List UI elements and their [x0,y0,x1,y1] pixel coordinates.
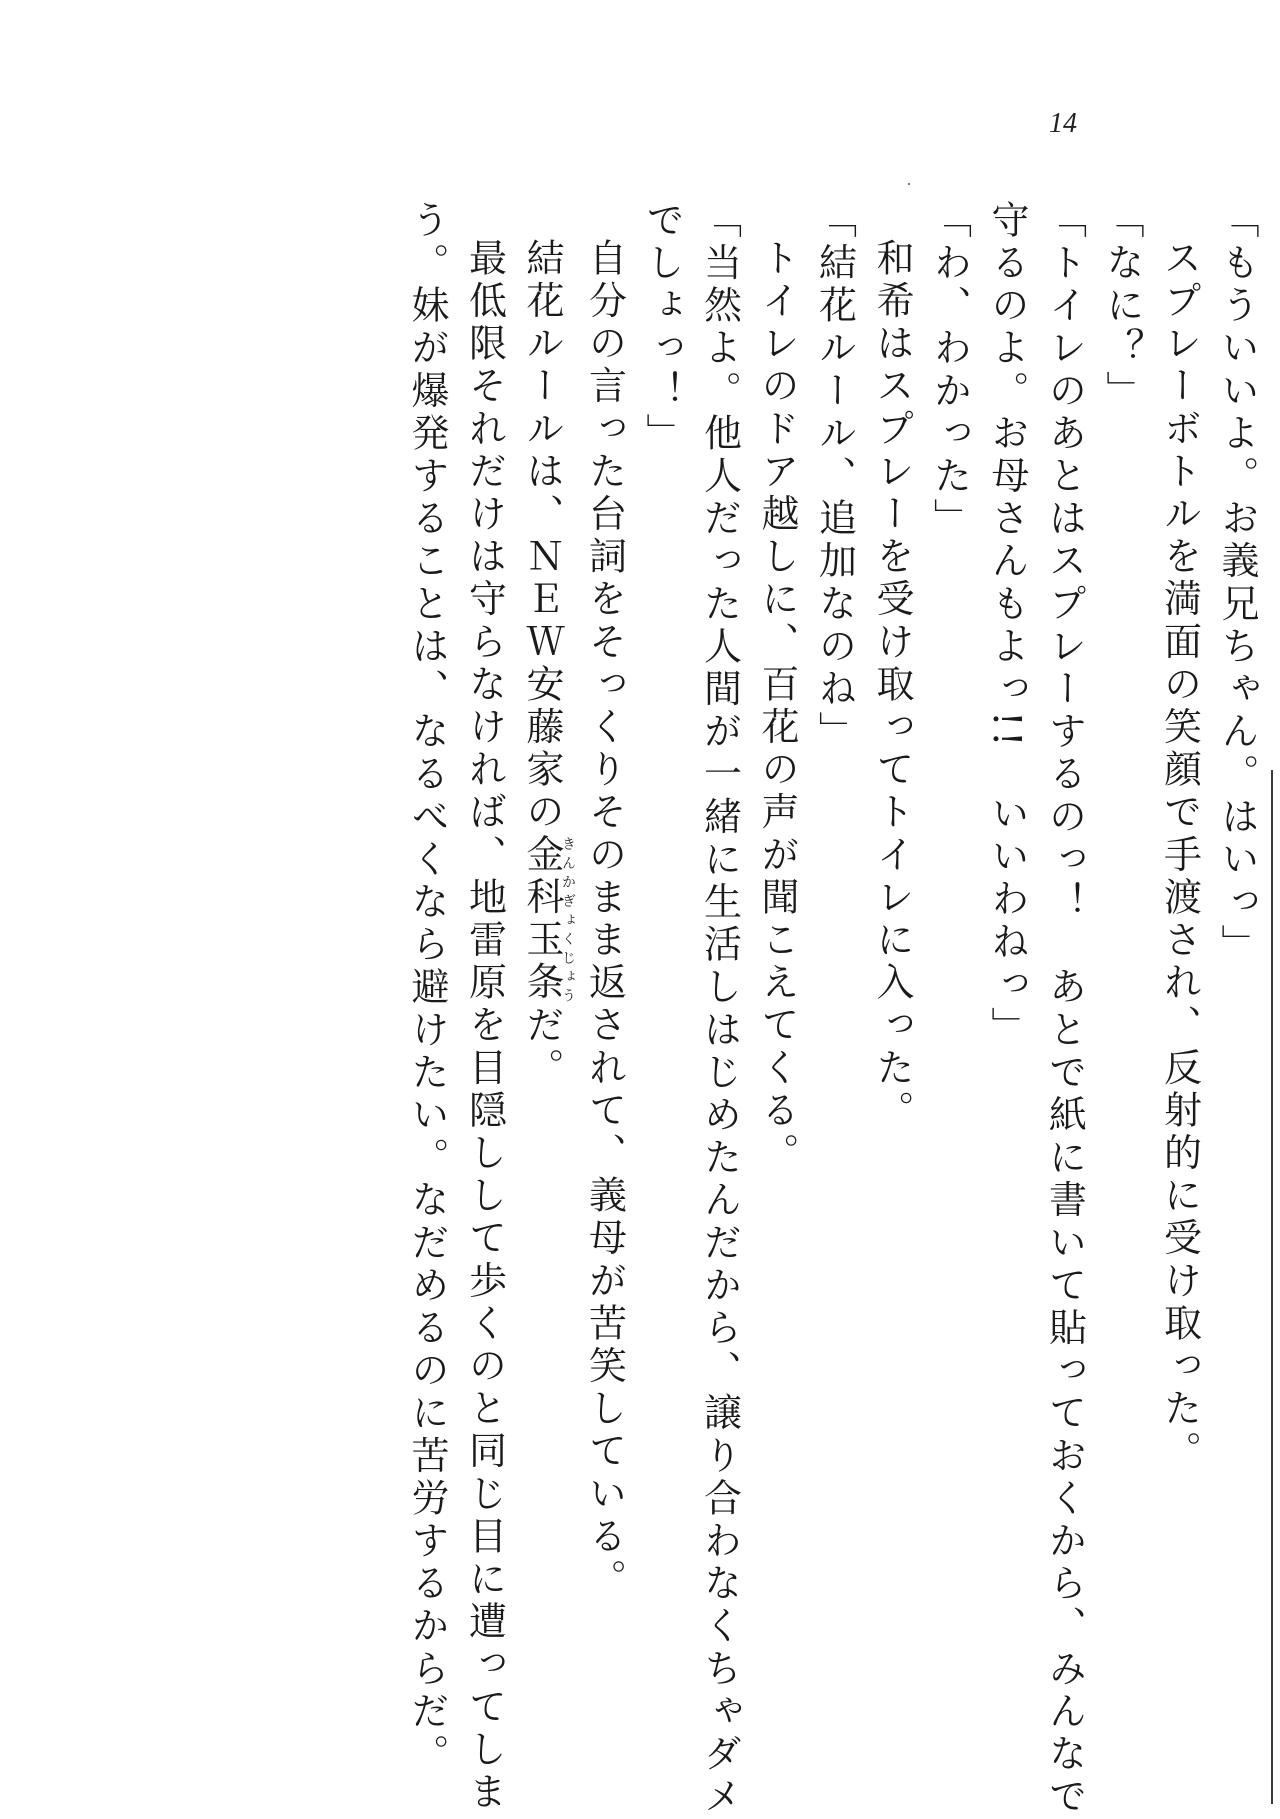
text-line: 「なに？」 [1100,200,1144,413]
page-number: 14 [1049,108,1077,139]
ruby-annotation: 金科玉条きんかぎょくじょう [520,834,576,1005]
page-edge-rule [1271,770,1273,1804]
text-line: 「当然よ。他人だった人間が一緒に生活しはじめたんだから、譲り合わなくちゃダメ [697,200,742,1819]
scan-speck [908,183,910,185]
ruby-reading: きんかぎょくじょう [560,834,576,1005]
text-line: 「結花ルール、追加なのね」 [812,200,857,754]
text-line: 守るのよ。お母さんもよっ!! いいわねっ」 [985,200,1029,1050]
text-line: トイレのドア越しに、百花の声が聞こえてくる。 [755,238,799,1176]
text-line: でしょっ！」 [640,200,684,456]
text-line: 「わ、わかった」 [927,200,972,541]
vertical-text-body [265,200,1265,1819]
text-line: 最低限それだけは守らなければ、地雷原を目隠しして歩くのと同じ目に遭ってしま [462,238,507,1815]
text-line: スプレーボトルを満面の笑顔で手渡され、反射的に受け取った。 [1157,238,1202,1474]
text-line: 「トイレのあとはスプレーするのっ！ あとで紙に書いて貼っておくから、みんなで [1042,200,1087,1819]
text-line: 和希はスプレーを受け取ってトイレに入った。 [870,238,914,1133]
text-line: 「もういいよ。お義兄ちゃん。はいっ」 [1215,200,1259,967]
text-line: 自分の言った台詞をそっくりそのまま返されて、義母が苦笑している。 [582,238,627,1602]
text-line: 結花ルールは、ＮＥＷ安藤家の金科玉条きんかぎょくじょうだ。 [520,238,576,1091]
text-line: う。妹が爆発することは、なるべくなら避けたい。なだめるのに苦労するからだ。 [405,200,449,1777]
